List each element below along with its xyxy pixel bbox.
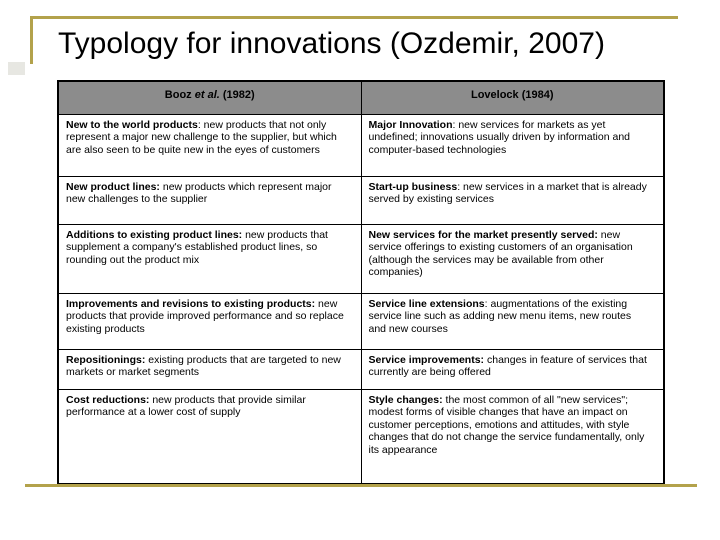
- header-booz-pre: Booz: [164, 89, 195, 101]
- cell-term: Additions to existing product lines:: [66, 228, 243, 241]
- slide-title: Typology for innovations (Ozdemir, 2007): [58, 27, 605, 60]
- cell-definition: : new services in a market that is already served by existing services: [368, 180, 647, 205]
- header-booz-post: (1982): [219, 89, 255, 101]
- cell-definition: existing products that are targeted to new markets or market segments: [66, 353, 341, 378]
- cell-term: Major Innovation: [368, 118, 453, 131]
- cell-definition: the most common of all "new services"; modest forms of visible changes that have an impact on customer perceptions, emotions and attitudes, with style changes that do not change the service fundamentally, only its appearance: [368, 393, 645, 456]
- cell-new-to-world-products: [58, 114, 361, 176]
- cell-term: Start-up business: [368, 180, 458, 193]
- cell-start-up-business: [361, 176, 664, 224]
- cell-definition: : augmentations of the existing service line such as adding new menu items, new routes and new courses: [368, 297, 632, 335]
- cell-improvements-revisions: [58, 293, 361, 349]
- gold-left-rule: [30, 16, 33, 64]
- cell-definition: new products which represent major new challenges to the supplier: [66, 180, 332, 205]
- cell-term: Style changes:: [368, 393, 443, 406]
- table-row: [58, 389, 664, 484]
- cell-term: Repositionings:: [66, 353, 146, 366]
- cell-definition: : new services for markets as yet undefined; innovations usually driven by information and computer-based technologies: [368, 118, 631, 156]
- cell-additions-existing-lines: [58, 224, 361, 293]
- cell-term: Service line extensions: [368, 297, 485, 310]
- table-row: [58, 114, 664, 176]
- cell-cost-reductions: [58, 389, 361, 484]
- cell-style-changes: [361, 389, 664, 484]
- cell-new-product-lines: [58, 176, 361, 224]
- cell-definition: new products that provide improved performance and so replace existing products: [66, 297, 344, 335]
- cell-term: New to the world products: [66, 118, 198, 131]
- cell-definition: new products that supplement a company's established product lines, so rounding out the product mix: [66, 228, 328, 266]
- table-header-row: [58, 81, 664, 114]
- cell-major-innovation: [361, 114, 664, 176]
- template-bullet-square: [8, 62, 25, 75]
- cell-term: Improvements and revisions to existing products:: [66, 297, 316, 310]
- table-row: [58, 293, 664, 349]
- table-row: [58, 224, 664, 293]
- cell-service-improvements: [361, 349, 664, 389]
- cell-term: New services for the market presently served:: [368, 228, 598, 241]
- gold-bottom-rule: [25, 484, 697, 487]
- cell-definition: changes in feature of services that currently are being offered: [368, 353, 647, 378]
- typology-table: [57, 80, 665, 485]
- cell-definition: new service offerings to existing customers of an organisation (although the services may be available from other companies): [368, 228, 633, 278]
- table-header-lovelock: Lovelock (1984): [361, 81, 664, 114]
- table-row: [58, 176, 664, 224]
- cell-definition: : new products that not only represent a major new challenge to the supplier, but which are also seen to be quite new in the eyes of customers: [66, 118, 337, 156]
- cell-definition: new products that provide similar performance at a lower cost of supply: [66, 393, 306, 418]
- cell-new-services-market-served: [361, 224, 664, 293]
- gold-top-rule: [30, 16, 678, 19]
- cell-term: Service improvements:: [368, 353, 485, 366]
- table-row: [58, 349, 664, 389]
- cell-term: New product lines:: [66, 180, 160, 193]
- cell-repositionings: [58, 349, 361, 389]
- cell-term: Cost reductions:: [66, 393, 150, 406]
- cell-service-line-extensions: [361, 293, 664, 349]
- table-header-booz: [58, 81, 361, 114]
- header-booz-etal: et al.: [194, 89, 220, 101]
